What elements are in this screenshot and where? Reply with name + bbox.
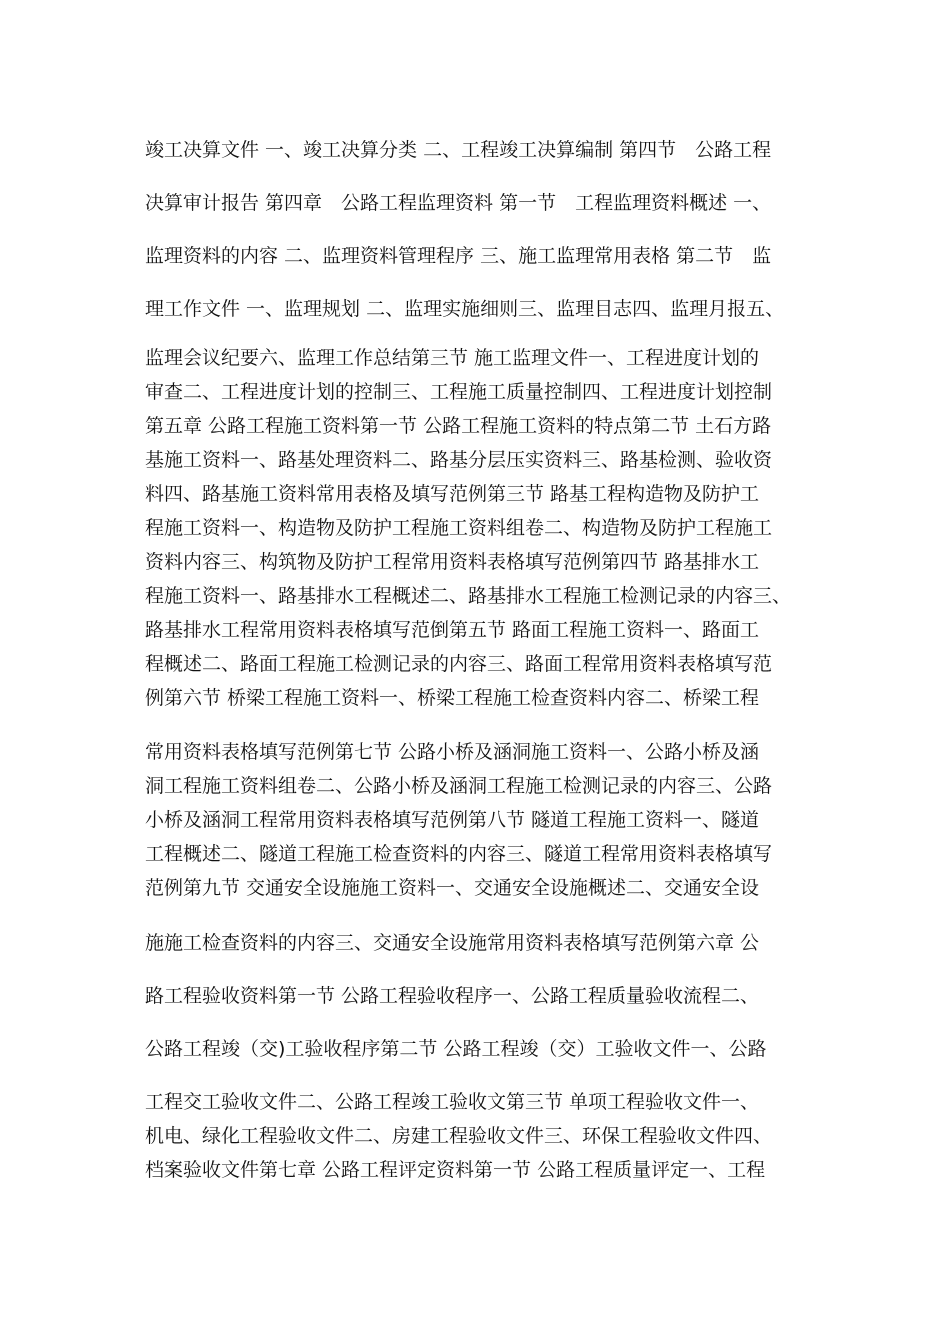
text-line: 工程概述二、隧道工程施工检查资料的内容三、隧道工程常用资料表格填写: [145, 843, 773, 865]
text-line: 基施工资料一、路基处理资料二、路基分层压实资料三、路基检测、验收资: [145, 449, 773, 471]
text-line: 工程交工验收文件二、公路工程竣工验收文第三节 单项工程验收文件一、: [145, 1091, 760, 1113]
text-line: 理工作文件 一、监理规划 二、监理实施细则三、监理目志四、监理月报五、: [145, 298, 785, 320]
text-line: 监理会议纪要六、监理工作总结第三节 施工监理文件一、工程进度计划的: [145, 347, 760, 369]
text-line: 常用资料表格填写范例第七节 公路小桥及涵洞施工资料一、公路小桥及涵: [145, 741, 760, 763]
text-line: 监理资料的内容 二、监理资料管理程序 三、施工监理常用表格 第二节 监: [145, 245, 772, 267]
text-line: 路工程验收资料第一节 公路工程验收程序一、公路工程质量验收流程二、: [145, 985, 760, 1007]
text-line: 审查二、工程进度计划的控制三、工程施工质量控制四、工程进度计划控制: [145, 381, 773, 403]
text-line: 公路工程竣（交)工验收程序第二节 公路工程竣（交）工验收文件一、公路: [145, 1038, 767, 1060]
text-line: 决算审计报告 第四章 公路工程监理资料 第一节 工程监理资料概述 一、: [145, 192, 772, 214]
text-line: 路基排水工程常用资料表格填写范倒第五节 路面工程施工资料一、路面工: [145, 619, 760, 641]
text-line: 程概述二、路面工程施工检测记录的内容三、路面工程常用资料表格填写范: [145, 653, 773, 675]
text-line: 洞工程施工资料组卷二、公路小桥及涵洞工程施工检测记录的内容三、公路: [145, 775, 773, 797]
text-line: 程施工资料一、路基排水工程概述二、路基排水工程施工检测记录的内容三、: [145, 585, 792, 607]
text-line: 例第六节 桥梁工程施工资料一、桥梁工程施工检查资料内容二、桥梁工程: [145, 687, 760, 709]
text-line: 第五章 公路工程施工资料第一节 公路工程施工资料的特点第二节 土石方路: [145, 415, 772, 437]
text-line: 竣工决算文件 一、竣工决算分类 二、工程竣工决算编制 第四节 公路工程: [145, 139, 772, 161]
text-line: 档案验收文件第七章 公路工程评定资料第一节 公路工程质量评定一、工程: [145, 1159, 766, 1181]
text-line: 资料内容三、构筑物及防护工程常用资料表格填写范例第四节 路基排水工: [145, 551, 760, 573]
text-line: 料四、路基施工资料常用表格及填写范例第三节 路基工程构造物及防护工: [145, 483, 760, 505]
text-line: 小桥及涵洞工程常用资料表格填写范例第八节 隧道工程施工资料一、隧道: [145, 809, 760, 831]
text-line: 机电、绿化工程验收文件二、房建工程验收文件三、环保工程验收文件四、: [145, 1125, 773, 1147]
text-line: 程施工资料一、构造物及防护工程施工资料组卷二、构造物及防护工程施工: [145, 517, 773, 539]
text-line: 范例第九节 交通安全设施施工资料一、交通安全设施概述二、交通安全设: [145, 877, 760, 899]
text-line: 施施工检查资料的内容三、交通安全设施常用资料表格填写范例第六章 公: [145, 932, 760, 954]
